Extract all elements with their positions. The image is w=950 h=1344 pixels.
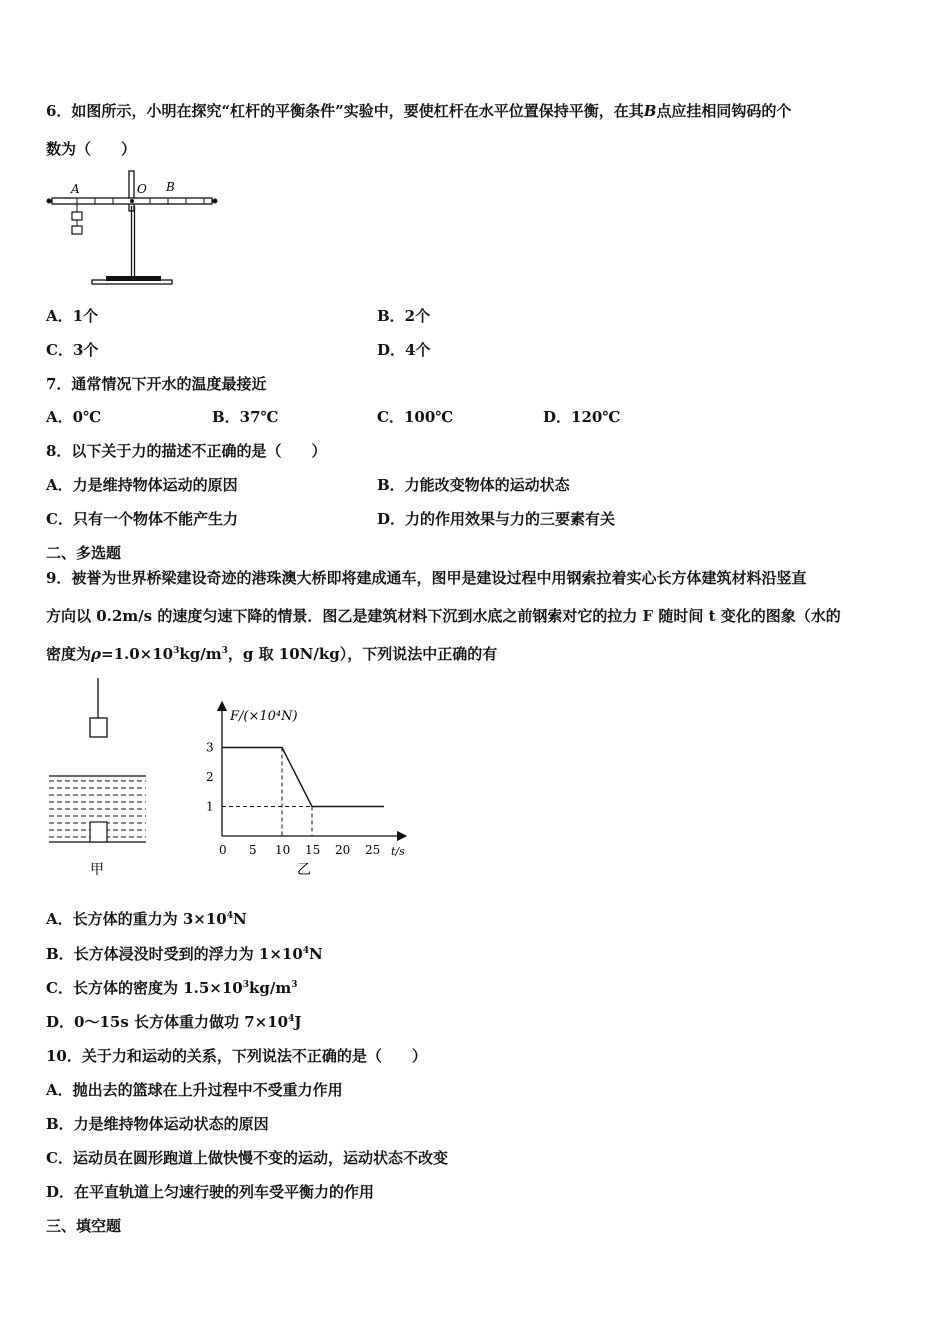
q8-option-c[interactable]: C．只有一个物体不能产生力 <box>46 510 238 528</box>
q6-stem-line1: 6．如图所示，小明在探究“杠杆的平衡条件”实验中，要使杠杆在水平位置保持平衡，在其B点应挂相同钩码的个 <box>46 102 792 120</box>
force-series-line <box>222 748 384 807</box>
x-tick-label: 5 <box>249 843 257 857</box>
x-tick-label: 0 <box>219 843 227 857</box>
q6-option-c[interactable]: C．3个 <box>46 341 99 359</box>
q7-option-c[interactable]: C．100℃ <box>377 408 454 426</box>
lever-figure <box>44 168 224 290</box>
q10-option-a[interactable]: A．抛出去的篮球在上升过程中不受重力作用 <box>46 1081 343 1099</box>
q6-option-b[interactable]: B．2个 <box>377 307 431 325</box>
x-tick-label: 25 <box>365 843 381 857</box>
figure-jia-label: 甲 <box>90 862 104 878</box>
q9-option-a[interactable]: A．长方体的重力为 $3\times 10^4N$ <box>46 910 247 928</box>
x-tick-label: 20 <box>335 843 351 857</box>
q9-stem-line3: 密度为$\rho=1.0\times 10^3kg/m^3$，g 取 10N/kg），下列说法中正确的有 <box>46 645 498 663</box>
q10-option-d[interactable]: D．在平直轨道上匀速行驶的列车受平衡力的作用 <box>46 1183 375 1201</box>
q9-option-d[interactable]: D．0～15s 长方体重力做功 $7\times 10^4J$ <box>46 1013 302 1031</box>
q9-stem-line1: 9．被誉为世界桥梁建设奇迹的港珠澳大桥即将建成通车，图甲是建设过程中用钢索拉着实心长方体建筑材料沿竖直 <box>46 569 807 587</box>
q7-option-d[interactable]: D．120℃ <box>543 408 621 426</box>
q7-stem: 7．通常情况下开水的温度最接近 <box>46 375 267 393</box>
q10-option-c[interactable]: C．运动员在圆形跑道上做快慢不变的运动，运动状态不改变 <box>46 1149 448 1167</box>
q8-option-a[interactable]: A．力是维持物体运动的原因 <box>46 476 238 494</box>
q8-option-d[interactable]: D．力的作用效果与力的三要素有关 <box>377 510 616 528</box>
y-axis-label: F/(×10⁴N) <box>230 709 298 724</box>
force-time-chart <box>196 696 416 881</box>
figure-jia <box>44 676 154 881</box>
lever-label-b: B <box>166 180 175 194</box>
q6-option-a[interactable]: A．1个 <box>46 307 99 325</box>
q6-stem-line2: 数为（ ） <box>46 140 137 158</box>
section-heading-multiple-choice: 二、多选题 <box>46 544 122 562</box>
q8-option-b[interactable]: B．力能改变物体的运动状态 <box>377 476 570 494</box>
q9-option-c[interactable]: C．长方体的密度为 $1.5\times 10^3kg/m^3$ <box>46 979 298 997</box>
q9-stem-line2: 方向以 0.2m/s 的速度匀速下降的情景．图乙是建筑材料下沉到水底之前钢索对它的拉力 F 随时间 t 变化的图象（水的 <box>46 607 841 625</box>
figure-yi-label: 乙 <box>297 862 311 878</box>
x-tick-label: 10 <box>275 843 291 857</box>
q10-option-b[interactable]: B．力是维持物体运动状态的原因 <box>46 1115 269 1133</box>
y-tick-label: 1 <box>206 799 214 814</box>
y-tick-label: 2 <box>206 770 214 784</box>
q7-option-a[interactable]: A．0℃ <box>46 408 102 426</box>
x-tick-label: 15 <box>305 843 321 857</box>
lever-label-o: O <box>137 182 147 196</box>
q9-option-b[interactable]: B．长方体浸没时受到的浮力为 $1\times 10^4N$ <box>46 945 323 963</box>
section-heading-fill-in: 三、填空题 <box>46 1217 122 1235</box>
q10-stem: 10．关于力和运动的关系，下列说法不正确的是（ ） <box>46 1047 427 1065</box>
q8-stem: 8．以下关于力的描述不正确的是（ ） <box>46 442 327 460</box>
lever-label-a: A <box>71 182 80 196</box>
q6-option-d[interactable]: D．4个 <box>377 341 431 359</box>
y-tick-label: 3 <box>206 740 214 755</box>
x-axis-label: t/s <box>391 845 405 858</box>
q7-option-b[interactable]: B．37℃ <box>212 408 279 426</box>
